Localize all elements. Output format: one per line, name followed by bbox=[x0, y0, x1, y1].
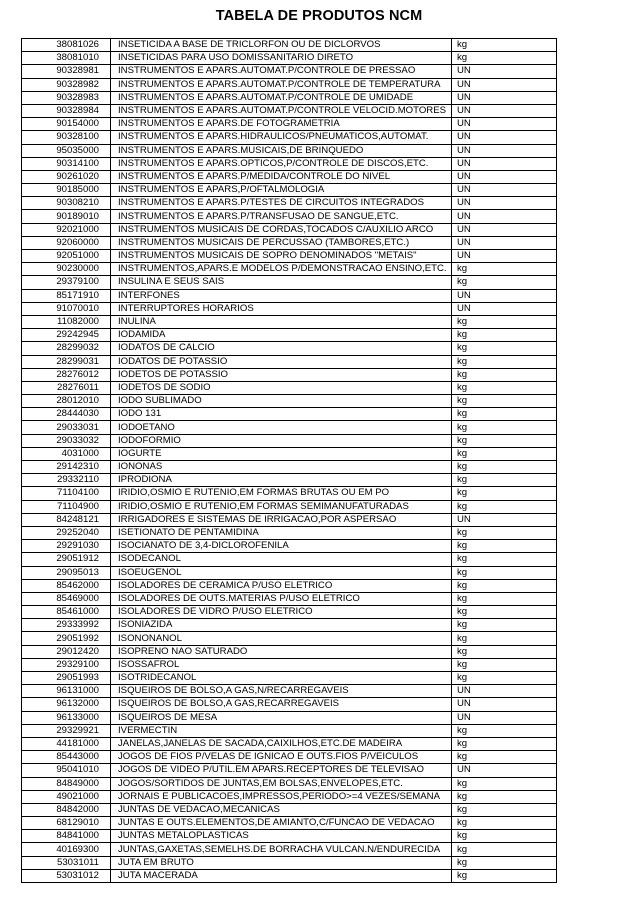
product-description-cell: ISOPRENO NAO SATURADO bbox=[111, 645, 452, 658]
ncm-code-cell: 90230000 bbox=[22, 263, 111, 276]
ncm-code-cell: 90189010 bbox=[22, 210, 111, 223]
table-row bbox=[22, 447, 557, 460]
table-row bbox=[22, 184, 557, 197]
ncm-code-cell: 90185000 bbox=[22, 184, 111, 197]
ncm-code-cell: 90328984 bbox=[22, 104, 111, 117]
product-description-cell: IODATOS DE POTASSIO bbox=[111, 355, 452, 368]
ncm-code-cell: 28276011 bbox=[22, 381, 111, 394]
table-row bbox=[22, 500, 557, 513]
ncm-code-cell: 28012010 bbox=[22, 395, 111, 408]
ncm-code-cell: 49021000 bbox=[22, 790, 111, 803]
ncm-code-cell: 28299032 bbox=[22, 342, 111, 355]
ncm-code-cell: 53031012 bbox=[22, 869, 111, 882]
table-row bbox=[22, 685, 557, 698]
unit-cell: kg bbox=[452, 632, 557, 645]
product-description-cell: INSTRUMENTOS MUSICAIS DE PERCUSSAO (TAMBORES,ETC.) bbox=[111, 236, 452, 249]
product-description-cell: IODAMIDA bbox=[111, 329, 452, 342]
table-row bbox=[22, 315, 557, 328]
unit-cell: kg bbox=[452, 579, 557, 592]
product-description-cell: INSTRUMENTOS,APARS.E MODELOS P/DEMONSTRACAO ENSINO,ETC. bbox=[111, 263, 452, 276]
table-row bbox=[22, 355, 557, 368]
ncm-code-cell: 29051993 bbox=[22, 672, 111, 685]
table-row bbox=[22, 104, 557, 117]
unit-cell: UN bbox=[452, 764, 557, 777]
unit-cell: kg bbox=[452, 500, 557, 513]
unit-cell: UN bbox=[452, 170, 557, 183]
table-row bbox=[22, 526, 557, 539]
unit-cell: kg bbox=[452, 817, 557, 830]
unit-cell: kg bbox=[452, 329, 557, 342]
table-row bbox=[22, 276, 557, 289]
unit-cell: UN bbox=[452, 104, 557, 117]
unit-cell: UN bbox=[452, 157, 557, 170]
table-row bbox=[22, 737, 557, 750]
table-row bbox=[22, 434, 557, 447]
unit-cell: kg bbox=[452, 737, 557, 750]
product-description-cell: ISOLADORES DE VIDRO P/USO ELETRICO bbox=[111, 606, 452, 619]
unit-cell: UN bbox=[452, 236, 557, 249]
product-description-cell: INSTRUMENTOS E APARS.AUTOMAT.P/CONTROLE DE PRESSAO bbox=[111, 65, 452, 78]
table-row bbox=[22, 368, 557, 381]
unit-cell: UN bbox=[452, 144, 557, 157]
product-description-cell: JUNTAS E OUTS.ELEMENTOS,DE AMIANTO,C/FUNCAO DE VEDACAO bbox=[111, 817, 452, 830]
product-description-cell: ISONIAZIDA bbox=[111, 619, 452, 632]
ncm-code-cell: 29242945 bbox=[22, 329, 111, 342]
product-description-cell: IODO SUBLIMADO bbox=[111, 395, 452, 408]
product-description-cell: INSETICIDA A BASE DE TRICLORFON OU DE DICLORVOS bbox=[111, 39, 452, 52]
ncm-code-cell: 90328983 bbox=[22, 91, 111, 104]
table-row bbox=[22, 540, 557, 553]
unit-cell: UN bbox=[452, 250, 557, 263]
ncm-code-cell: 85469000 bbox=[22, 592, 111, 605]
product-description-cell: INSTRUMENTOS E APARS.AUTOMAT.P/CONTROLE VELOCID.MOTORES bbox=[111, 104, 452, 117]
product-description-cell: INSTRUMENTOS E APARS.P/TRANSFUSAO DE SANGUE,ETC. bbox=[111, 210, 452, 223]
table-row bbox=[22, 210, 557, 223]
unit-cell: UN bbox=[452, 65, 557, 78]
table-row bbox=[22, 263, 557, 276]
product-description-cell: IVERMECTIN bbox=[111, 724, 452, 737]
product-description-cell: ISETIONATO DE PENTAMIDINA bbox=[111, 526, 452, 539]
product-description-cell: ISOSSAFROL bbox=[111, 658, 452, 671]
table-row bbox=[22, 790, 557, 803]
unit-cell: kg bbox=[452, 276, 557, 289]
ncm-code-cell: 29051992 bbox=[22, 632, 111, 645]
unit-cell: kg bbox=[452, 619, 557, 632]
ncm-code-cell: 4031000 bbox=[22, 447, 111, 460]
ncm-code-cell: 29329921 bbox=[22, 724, 111, 737]
unit-cell: kg bbox=[452, 777, 557, 790]
unit-cell: kg bbox=[452, 856, 557, 869]
unit-cell: UN bbox=[452, 685, 557, 698]
table-row bbox=[22, 579, 557, 592]
table-body bbox=[22, 39, 557, 883]
ncm-code-cell: 53031011 bbox=[22, 856, 111, 869]
ncm-code-cell: 38081010 bbox=[22, 52, 111, 65]
ncm-code-cell: 84841000 bbox=[22, 830, 111, 843]
table-row bbox=[22, 830, 557, 843]
unit-cell: kg bbox=[452, 724, 557, 737]
unit-cell: UN bbox=[452, 223, 557, 236]
table-row bbox=[22, 592, 557, 605]
table-row bbox=[22, 817, 557, 830]
unit-cell: kg bbox=[452, 447, 557, 460]
ncm-code-cell: 29333992 bbox=[22, 619, 111, 632]
product-description-cell: IODATOS DE CALCIO bbox=[111, 342, 452, 355]
unit-cell: kg bbox=[452, 408, 557, 421]
ncm-code-cell: 44181000 bbox=[22, 737, 111, 750]
table-row bbox=[22, 236, 557, 249]
product-description-cell: ISOCIANATO DE 3,4-DICLOROFENILA bbox=[111, 540, 452, 553]
ncm-code-cell: 28444030 bbox=[22, 408, 111, 421]
unit-cell: UN bbox=[452, 131, 557, 144]
table-row bbox=[22, 711, 557, 724]
unit-cell: kg bbox=[452, 487, 557, 500]
table-row bbox=[22, 606, 557, 619]
table-row bbox=[22, 65, 557, 78]
unit-cell: UN bbox=[452, 289, 557, 302]
ncm-code-cell: 92051000 bbox=[22, 250, 111, 263]
table-row bbox=[22, 672, 557, 685]
unit-cell: kg bbox=[452, 645, 557, 658]
unit-cell: UN bbox=[452, 118, 557, 131]
ncm-code-cell: 90328982 bbox=[22, 78, 111, 91]
product-description-cell: IRIDIO,OSMIO E RUTENIO,EM FORMAS BRUTAS OU EM PO bbox=[111, 487, 452, 500]
table-row bbox=[22, 408, 557, 421]
ncm-code-cell: 29033031 bbox=[22, 421, 111, 434]
product-description-cell: IRIDIO,OSMIO E RUTENIO,EM FORMAS SEMIMANUFATURADAS bbox=[111, 500, 452, 513]
unit-cell: UN bbox=[452, 210, 557, 223]
table-row bbox=[22, 513, 557, 526]
unit-cell: kg bbox=[452, 263, 557, 276]
table-row bbox=[22, 632, 557, 645]
unit-cell: kg bbox=[452, 315, 557, 328]
unit-cell: kg bbox=[452, 540, 557, 553]
product-description-cell: JUTA MACERADA bbox=[111, 869, 452, 882]
ncm-code-cell: 29012420 bbox=[22, 645, 111, 658]
unit-cell: kg bbox=[452, 461, 557, 474]
table-row bbox=[22, 645, 557, 658]
product-description-cell: ISQUEIROS DE BOLSO,A GAS,RECARREGAVEIS bbox=[111, 698, 452, 711]
unit-cell: kg bbox=[452, 606, 557, 619]
table-row bbox=[22, 395, 557, 408]
ncm-code-cell: 29033032 bbox=[22, 434, 111, 447]
product-description-cell: INSTRUMENTOS E APARS.P/MEDIDA/CONTROLE DO NIVEL bbox=[111, 170, 452, 183]
table-row bbox=[22, 474, 557, 487]
product-description-cell: INSETICIDAS PARA USO DOMISSANITARIO DIRETO bbox=[111, 52, 452, 65]
product-description-cell: INSTRUMENTOS E APARS,P/OFTALMOLOGIA bbox=[111, 184, 452, 197]
product-description-cell: JOGOS DE FIOS P/VELAS DE IGNICAO E OUTS.FIOS P/VEICULOS bbox=[111, 751, 452, 764]
table-row bbox=[22, 131, 557, 144]
ncm-code-cell: 84248121 bbox=[22, 513, 111, 526]
unit-cell: kg bbox=[452, 672, 557, 685]
ncm-code-cell: 96132000 bbox=[22, 698, 111, 711]
ncm-code-cell: 29329100 bbox=[22, 658, 111, 671]
unit-cell: UN bbox=[452, 302, 557, 315]
table-row bbox=[22, 619, 557, 632]
ncm-products-table bbox=[21, 38, 557, 883]
unit-cell: kg bbox=[452, 830, 557, 843]
unit-cell: kg bbox=[452, 553, 557, 566]
ncm-code-cell: 85462000 bbox=[22, 579, 111, 592]
table-row bbox=[22, 144, 557, 157]
product-description-cell: JORNAIS E PUBLICACOES,IMPRESSOS,PERIODO>=4 VEZES/SEMANA bbox=[111, 790, 452, 803]
page-title: TABELA DE PRODUTOS NCM bbox=[215, 8, 423, 24]
product-description-cell: JANELAS,JANELAS DE SACADA,CAIXILHOS,ETC.DE MADEIRA bbox=[111, 737, 452, 750]
product-description-cell: INSTRUMENTOS E APARS.P/TESTES DE CIRCUITOS INTEGRADOS bbox=[111, 197, 452, 210]
unit-cell: kg bbox=[452, 421, 557, 434]
ncm-code-cell: 90328100 bbox=[22, 131, 111, 144]
table-row bbox=[22, 342, 557, 355]
table-row bbox=[22, 566, 557, 579]
unit-cell: UN bbox=[452, 197, 557, 210]
unit-cell: kg bbox=[452, 803, 557, 816]
ncm-code-cell: 29332110 bbox=[22, 474, 111, 487]
product-description-cell: ISOLADORES DE CERAMICA P/USO ELETRICO bbox=[111, 579, 452, 592]
ncm-code-cell: 38081026 bbox=[22, 39, 111, 52]
product-description-cell: JOGOS DE VIDEO P/UTIL.EM APARS.RECEPTORES DE TELEVISAO bbox=[111, 764, 452, 777]
table-row bbox=[22, 39, 557, 52]
ncm-code-cell: 84849000 bbox=[22, 777, 111, 790]
ncm-code-cell: 84842000 bbox=[22, 803, 111, 816]
unit-cell: kg bbox=[452, 355, 557, 368]
product-description-cell: INSTRUMENTOS E APARS.AUTOMAT.P/CONTROLE DE TEMPERATURA bbox=[111, 78, 452, 91]
unit-cell: UN bbox=[452, 698, 557, 711]
ncm-code-cell: 96131000 bbox=[22, 685, 111, 698]
product-description-cell: IONONAS bbox=[111, 461, 452, 474]
product-description-cell: ISOTRIDECANOL bbox=[111, 672, 452, 685]
table-row bbox=[22, 52, 557, 65]
product-description-cell: IODOFORMIO bbox=[111, 434, 452, 447]
unit-cell: kg bbox=[452, 869, 557, 882]
table-row bbox=[22, 289, 557, 302]
product-description-cell: IPRODIONA bbox=[111, 474, 452, 487]
table-row bbox=[22, 118, 557, 131]
unit-cell: kg bbox=[452, 39, 557, 52]
table-row bbox=[22, 91, 557, 104]
unit-cell: kg bbox=[452, 658, 557, 671]
product-description-cell: INSTRUMENTOS E APARS.HIDRAULICOS/PNEUMATICOS,AUTOMAT. bbox=[111, 131, 452, 144]
table-row bbox=[22, 421, 557, 434]
ncm-code-cell: 90314100 bbox=[22, 157, 111, 170]
table-row bbox=[22, 487, 557, 500]
product-description-cell: IODETOS DE POTASSIO bbox=[111, 368, 452, 381]
product-description-cell: ISOLADORES DE OUTS.MATERIAS P/USO ELETRICO bbox=[111, 592, 452, 605]
table-row bbox=[22, 698, 557, 711]
ncm-code-cell: 95035000 bbox=[22, 144, 111, 157]
ncm-code-cell: 71104100 bbox=[22, 487, 111, 500]
product-description-cell: INSTRUMENTOS E APARS.OPTICOS,P/CONTROLE DE DISCOS,ETC. bbox=[111, 157, 452, 170]
unit-cell: kg bbox=[452, 751, 557, 764]
product-description-cell: INSTRUMENTOS MUSICAIS DE CORDAS,TOCADOS C/AUXILIO ARCO bbox=[111, 223, 452, 236]
ncm-code-cell: 92021000 bbox=[22, 223, 111, 236]
table-row bbox=[22, 724, 557, 737]
unit-cell: kg bbox=[452, 395, 557, 408]
product-description-cell: JUNTAS DE VEDACAO,MECANICAS bbox=[111, 803, 452, 816]
ncm-code-cell: 90261020 bbox=[22, 170, 111, 183]
table-row bbox=[22, 250, 557, 263]
unit-cell: kg bbox=[452, 566, 557, 579]
product-description-cell: ISQUEIROS DE MESA bbox=[111, 711, 452, 724]
ncm-code-cell: 85443000 bbox=[22, 751, 111, 764]
table-row bbox=[22, 78, 557, 91]
product-description-cell: ISODECANOL bbox=[111, 553, 452, 566]
ncm-code-cell: 29379100 bbox=[22, 276, 111, 289]
product-description-cell: IOGURTE bbox=[111, 447, 452, 460]
product-description-cell: JUNTAS,GAXETAS,SEMELHS.DE BORRACHA VULCAN.N/ENDURECIDA bbox=[111, 843, 452, 856]
table-row bbox=[22, 461, 557, 474]
unit-cell: kg bbox=[452, 342, 557, 355]
ncm-code-cell: 90154000 bbox=[22, 118, 111, 131]
ncm-code-cell: 96133000 bbox=[22, 711, 111, 724]
unit-cell: kg bbox=[452, 52, 557, 65]
table-row bbox=[22, 869, 557, 882]
ncm-code-cell: 90308210 bbox=[22, 197, 111, 210]
table-row bbox=[22, 777, 557, 790]
unit-cell: UN bbox=[452, 78, 557, 91]
ncm-code-cell: 95041010 bbox=[22, 764, 111, 777]
unit-cell: UN bbox=[452, 184, 557, 197]
ncm-code-cell: 29291030 bbox=[22, 540, 111, 553]
product-description-cell: INSTRUMENTOS MUSICAIS DE SOPRO DENOMINADOS "METAIS" bbox=[111, 250, 452, 263]
unit-cell: UN bbox=[452, 513, 557, 526]
ncm-code-cell: 85461000 bbox=[22, 606, 111, 619]
table-row bbox=[22, 197, 557, 210]
unit-cell: kg bbox=[452, 474, 557, 487]
ncm-code-cell: 90328981 bbox=[22, 65, 111, 78]
product-description-cell: INTERFONES bbox=[111, 289, 452, 302]
table-row bbox=[22, 553, 557, 566]
ncm-code-cell: 29252040 bbox=[22, 526, 111, 539]
unit-cell: kg bbox=[452, 434, 557, 447]
table-row bbox=[22, 751, 557, 764]
product-description-cell: INTERRUPTORES HORARIOS bbox=[111, 302, 452, 315]
unit-cell: kg bbox=[452, 843, 557, 856]
ncm-code-cell: 29095013 bbox=[22, 566, 111, 579]
product-description-cell: JUNTAS METALOPLASTICAS bbox=[111, 830, 452, 843]
product-description-cell: INSULINA E SEUS SAIS bbox=[111, 276, 452, 289]
table-row bbox=[22, 381, 557, 394]
table-row bbox=[22, 170, 557, 183]
table-row bbox=[22, 803, 557, 816]
table-row bbox=[22, 764, 557, 777]
table-row bbox=[22, 329, 557, 342]
ncm-code-cell: 91070010 bbox=[22, 302, 111, 315]
ncm-code-cell: 28299031 bbox=[22, 355, 111, 368]
product-description-cell: JUTA EM BRUTO bbox=[111, 856, 452, 869]
product-description-cell: ISQUEIROS DE BOLSO,A GAS,N/RECARREGAVEIS bbox=[111, 685, 452, 698]
product-description-cell: INSTRUMENTOS E APARS.MUSICAIS,DE BRINQUEDO bbox=[111, 144, 452, 157]
product-description-cell: IODETOS DE SODIO bbox=[111, 381, 452, 394]
ncm-code-cell: 11082000 bbox=[22, 315, 111, 328]
table-row bbox=[22, 157, 557, 170]
product-description-cell: IODO 131 bbox=[111, 408, 452, 421]
ncm-code-cell: 71104900 bbox=[22, 500, 111, 513]
unit-cell: kg bbox=[452, 526, 557, 539]
product-description-cell: INSTRUMENTOS E APARS.AUTOMAT.P/CONTROLE DE UMIDADE bbox=[111, 91, 452, 104]
ncm-code-cell: 68129010 bbox=[22, 817, 111, 830]
ncm-code-cell: 28276012 bbox=[22, 368, 111, 381]
unit-cell: kg bbox=[452, 381, 557, 394]
ncm-code-cell: 29051912 bbox=[22, 553, 111, 566]
table-row bbox=[22, 843, 557, 856]
unit-cell: kg bbox=[452, 592, 557, 605]
table-row bbox=[22, 658, 557, 671]
unit-cell: UN bbox=[452, 711, 557, 724]
product-description-cell: IODOETANO bbox=[111, 421, 452, 434]
product-description-cell: ISOEUGENOL bbox=[111, 566, 452, 579]
unit-cell: UN bbox=[452, 91, 557, 104]
ncm-code-cell: 92060000 bbox=[22, 236, 111, 249]
table-row bbox=[22, 856, 557, 869]
product-description-cell: JOGOS/SORTIDOS DE JUNTAS,EM BOLSAS,ENVELOPES,ETC. bbox=[111, 777, 452, 790]
ncm-code-cell: 85171910 bbox=[22, 289, 111, 302]
product-description-cell: INULINA bbox=[111, 315, 452, 328]
unit-cell: kg bbox=[452, 790, 557, 803]
product-description-cell: IRRIGADORES E SISTEMAS DE IRRIGACAO,POR ASPERSAO bbox=[111, 513, 452, 526]
ncm-code-cell: 40169300 bbox=[22, 843, 111, 856]
ncm-code-cell: 29142310 bbox=[22, 461, 111, 474]
unit-cell: kg bbox=[452, 368, 557, 381]
product-description-cell: ISONONANOL bbox=[111, 632, 452, 645]
product-description-cell: INSTRUMENTOS E APARS.DE FOTOGRAMETRIA bbox=[111, 118, 452, 131]
table-row bbox=[22, 302, 557, 315]
table-row bbox=[22, 223, 557, 236]
